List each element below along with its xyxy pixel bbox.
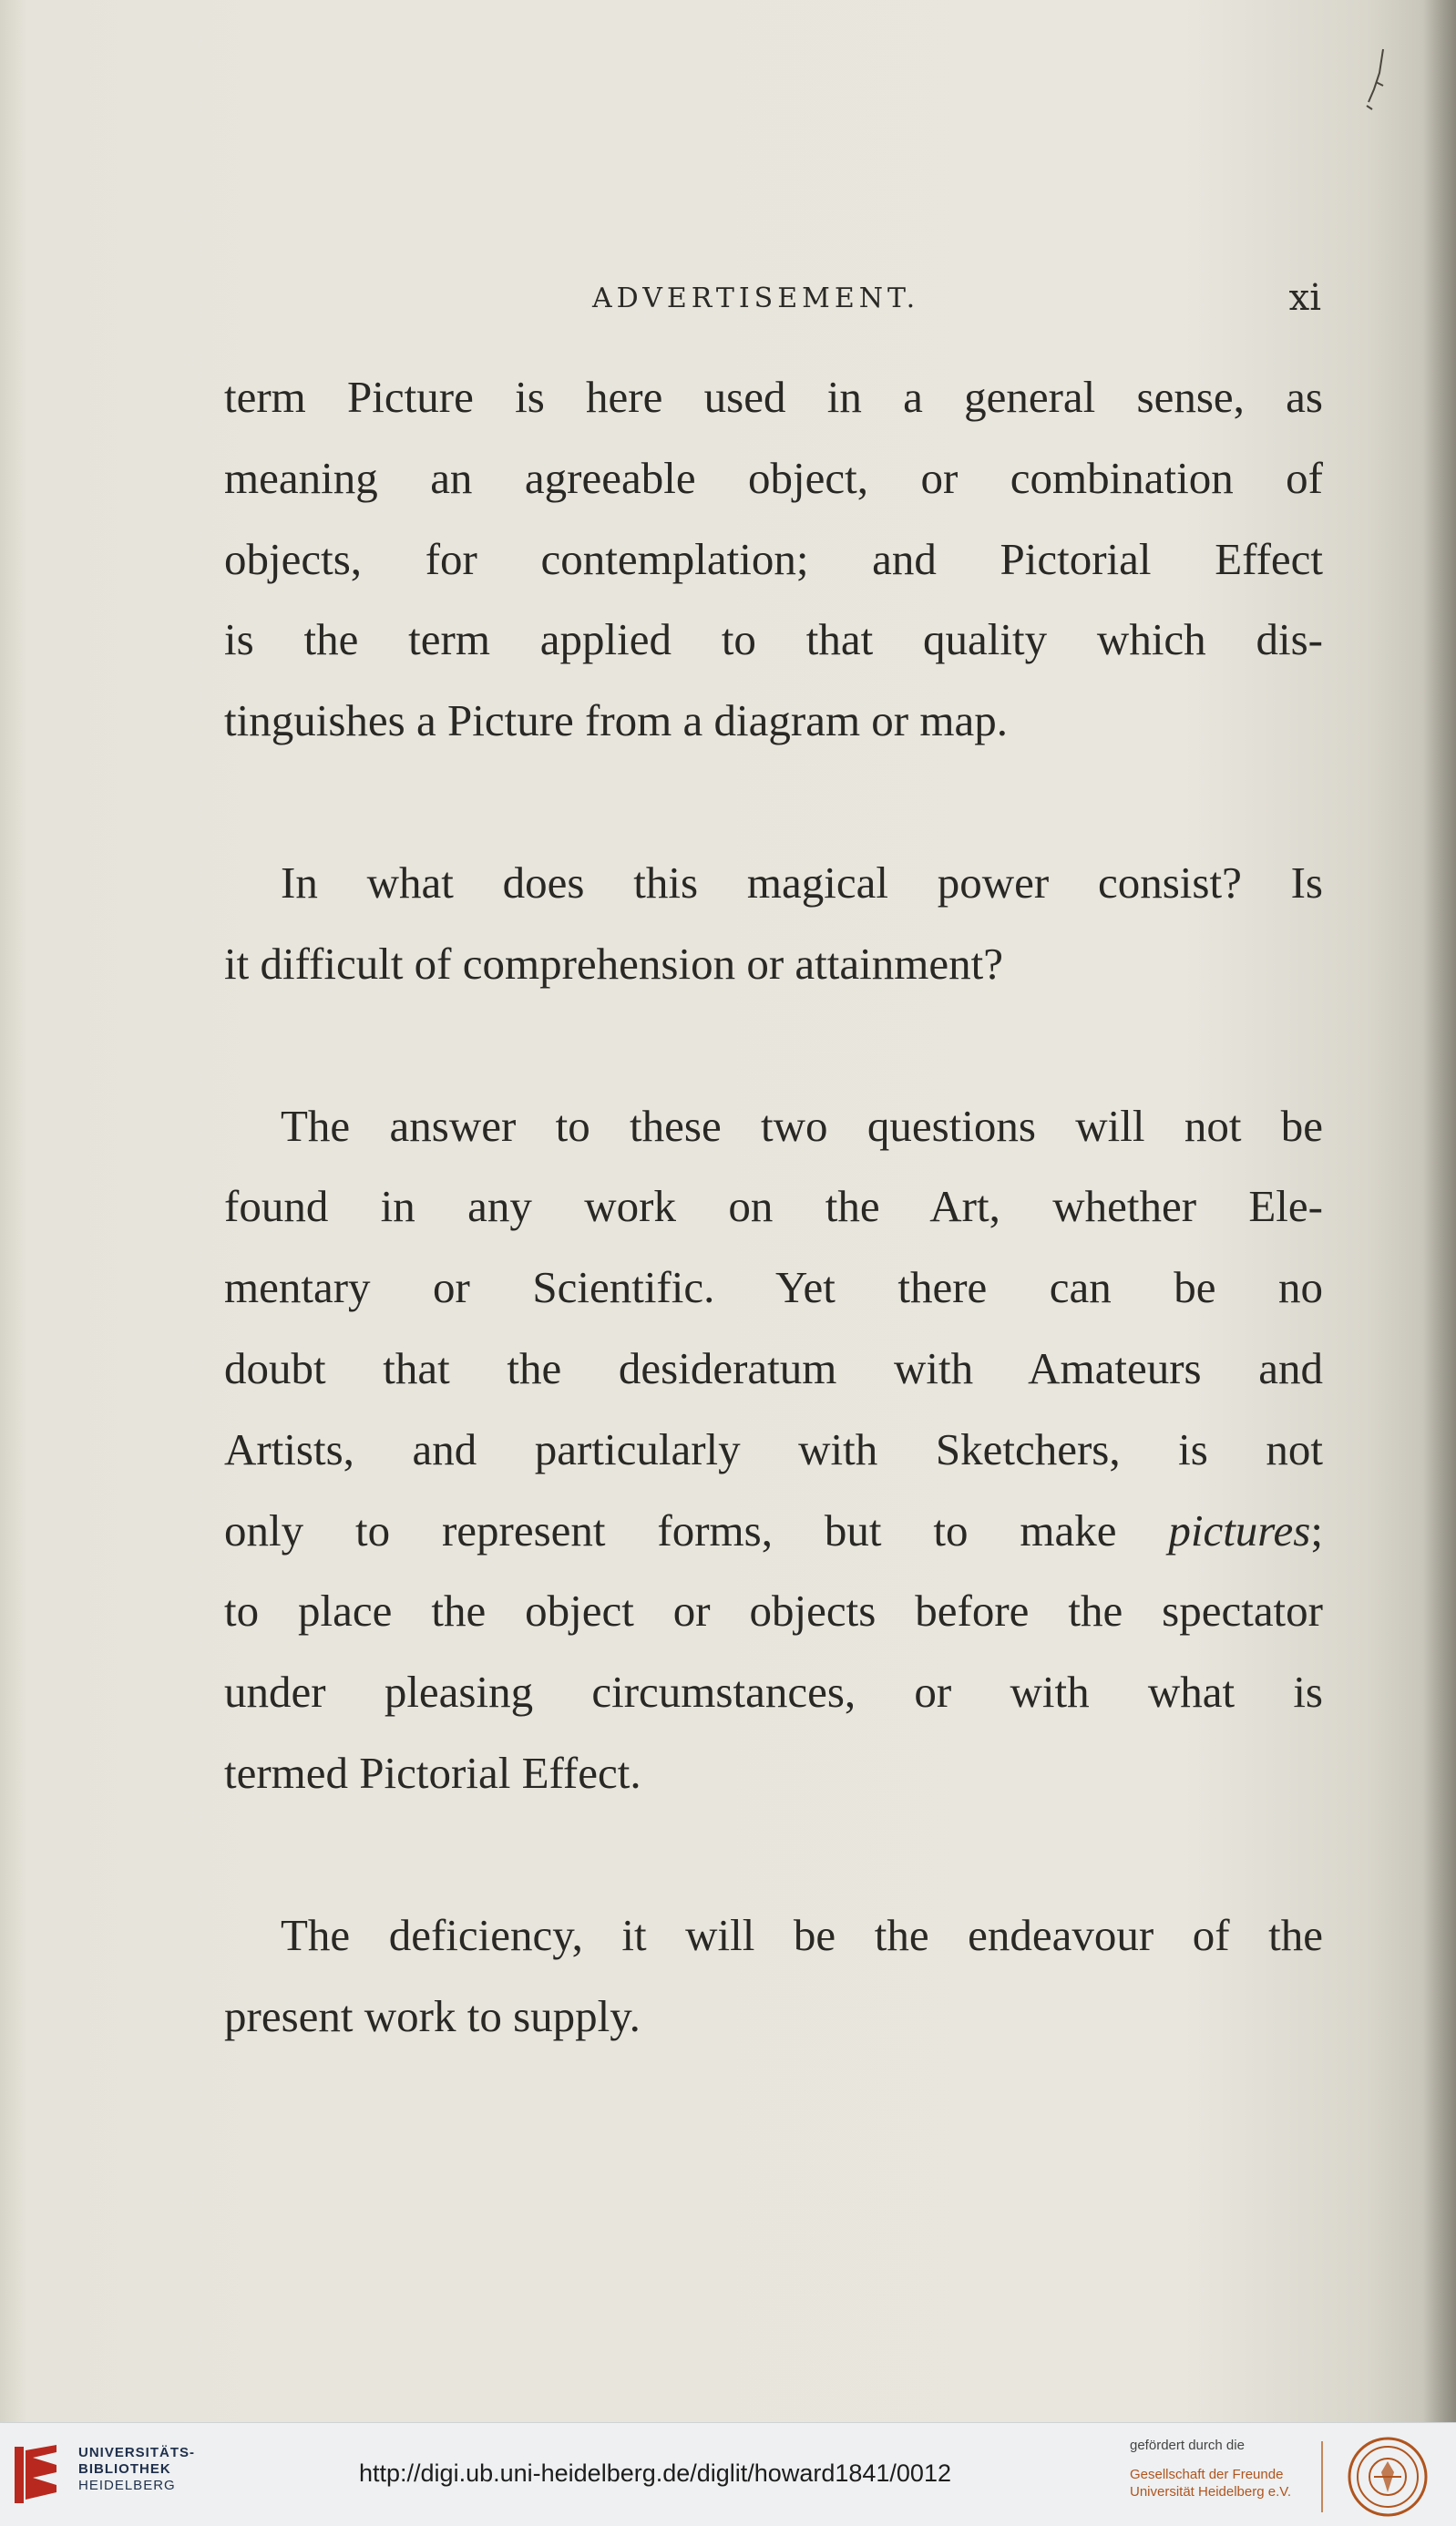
text-line: term Picture is here used in a general sense, as <box>224 372 1323 422</box>
university-seal-icon <box>1347 2436 1429 2518</box>
text-line: Artists, and particularly with Sketchers, is not <box>224 1423 1323 1474</box>
page-edge-shadow <box>1423 0 1456 2422</box>
text-line: objects, for contemplation; and Pictorial Effect <box>224 533 1323 584</box>
text-line: The deficiency, it will be the endeavour of the <box>281 1909 1323 1960</box>
text-line-mixed <box>224 1491 1323 1572</box>
text-line: under pleasing circumstances, or with what is <box>224 1667 1323 1718</box>
text-line: doubt that the desideratum with Amateurs and <box>224 1342 1323 1393</box>
text-segment: ; <box>1310 1504 1323 1556</box>
library-name-line1: UNIVERSITÄTS- <box>78 2445 196 2460</box>
paragraph-3 <box>224 1086 1323 1814</box>
text-line: to place the object or objects before the spectator <box>224 1586 1323 1637</box>
text-line: In what does this magical power consist? Is <box>281 857 1323 908</box>
body-text <box>224 357 1323 2057</box>
sponsor-name-line2: Universität Heidelberg e.V. <box>1130 2484 1292 2500</box>
italic-word: pictures <box>1168 1504 1311 1556</box>
sponsor-label: gefördert durch die <box>1130 2438 1245 2453</box>
text-line: found in any work on the Art, whether Ele- <box>224 1181 1323 1232</box>
sponsor-name-line1: Gesellschaft der Freunde <box>1130 2467 1284 2482</box>
university-library-name[interactable] <box>78 2445 195 2494</box>
text-line: termed Pictorial Effect. <box>224 1747 641 1798</box>
text-line: it difficult of comprehension or attainment? <box>224 938 1003 989</box>
text-line: meaning an agreeable object, or combination of <box>224 452 1323 503</box>
text-line: mentary or Scientific. Yet there can be no <box>224 1262 1323 1313</box>
paragraph-4 <box>224 1895 1323 2058</box>
text-line: The answer to these two questions will not be <box>281 1100 1323 1151</box>
text-line: present work to supply. <box>224 1990 641 2041</box>
library-name-line3: HEIDELBERG <box>78 2478 176 2493</box>
paragraph-1 <box>224 357 1323 762</box>
university-library-logo-icon[interactable] <box>13 2443 62 2507</box>
paragraph-2 <box>224 843 1323 1005</box>
library-name-line2: BIBLIOTHEK <box>78 2461 171 2477</box>
permalink-url[interactable]: http://digi.ub.uni-heidelberg.de/diglit/howard1841/0012 <box>359 2459 951 2487</box>
sponsor-block[interactable] <box>1130 2438 1312 2500</box>
viewer-footer <box>0 2422 1456 2526</box>
text-segment: only to represent forms, but to make <box>224 1504 1117 1556</box>
running-head <box>219 277 1321 319</box>
running-title: ADVERTISEMENT. <box>592 282 920 314</box>
pencil-mark-icon <box>1356 46 1392 118</box>
text-line: is the term applied to that quality which dis- <box>224 614 1323 665</box>
text-line: tinguishes a Picture from a diagram or map. <box>224 695 1008 746</box>
page-number: xi <box>1288 277 1321 319</box>
sponsor-divider <box>1321 2441 1323 2512</box>
